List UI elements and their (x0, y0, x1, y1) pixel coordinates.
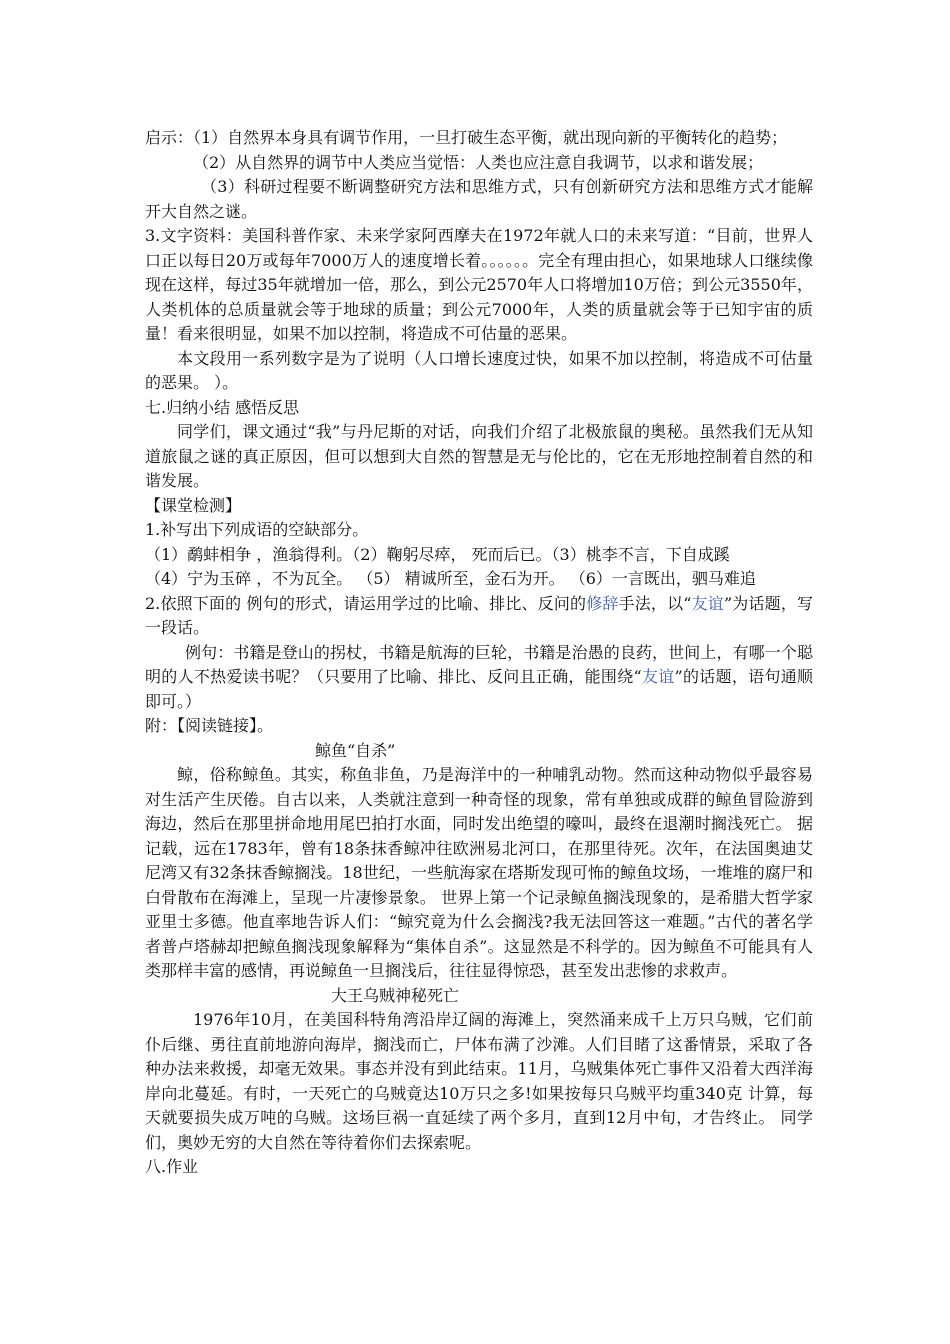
question-2-part-a: 2.依照下面的 例句的形式，请运用学过的比喻、排比、反问的 (145, 593, 587, 613)
squid-text: 1976年10月，在美国科特角湾沿岸辽阔的海滩上，突然涌来成千上万只乌贼，它们前仆后继、勇往直前地游向海岸，搁浅而亡，尸体布满了沙滩。人们目睹了这番情景，采取了各种办法来救援，却毫无效果。事态并没有到此结束。11月，乌贼集体死亡事件又沿着大西洋海岸向北蔓延。有时，一天死亡的乌贼竟达10万只之多!如果按每只乌贼平均重340克 计算，每天就要损失成万吨的乌贼。这场巨祸一直延续了两个多月，直到12月中旬，才告终止。 同学们，奥妙无穷的大自然在等待着你们去探索呢。 (145, 1010, 813, 1152)
question-1-line-2: （4）宁为玉碎 ，不为瓦全。 （5） 精诚所至，金石为开。 （6）一言既出，驷马难追 (145, 569, 756, 588)
friendship-link[interactable]: 友谊 (691, 593, 724, 613)
question-2-part-c: ”为话题，写一段话。 (145, 593, 813, 637)
document-body (145, 126, 813, 1180)
item3-answer: 本文段用一系列数字是为了说明（人口增长速度过快，如果不加以控制，将造成不可估量的恶果。 ）。 (145, 348, 813, 392)
whale-title: 鲸鱼“自杀” (315, 740, 396, 760)
enlightenment-1: 启示：（1）自然界本身具有调节作用，一旦打破生态平衡，就出现向新的平衡转化的趋势； (145, 128, 788, 147)
question-2 (145, 592, 813, 641)
enlightenment-2: （2）从自然界的调节中人类应当觉悟：人类也应注意自我调节，以求和谐发展； (193, 152, 764, 172)
enlightenment-3: （3）科研过程要不断调整研究方法和思维方式，只有创新研究方法和思维方式才能解开大自然之谜。 (145, 177, 813, 221)
friendship-link-2[interactable]: 友谊 (641, 667, 675, 686)
section8-heading: 八.作业 (145, 1157, 199, 1176)
section7-heading: 七.归纳小结 感悟反思 (145, 397, 300, 417)
example-part-a: 例句：书籍是登山的拐杖，书籍是航海的巨轮，书籍是治愚的良药，世间上，有哪一个聪明的人不热爱读书呢？（只要用了比喻、排比、反问且正确，能围绕“ (145, 642, 813, 686)
question-1: 1.补写出下列成语的空缺部分。 (145, 520, 369, 539)
example-part-b: ”的话题，语句通顺即可。） (145, 667, 813, 711)
appendix-heading: 附：【阅读链接】。 (145, 716, 274, 735)
question-2-part-b: 手法，以“ (618, 593, 692, 613)
whale-text: 鲸，俗称鲸鱼。其实，称鱼非鱼，乃是海洋中的一种哺乳动物。然而这种动物似乎最容易对生活产生厌倦。自古以来，人类就注意到一种奇怪的现象，常有单独或成群的鲸鱼冒险游到海边，然后在那里拼命地用尾巴拍打水面，同时发出绝望的嚎叫，最终在退潮时搁浅死亡。 据记载，远在1783年，曾有18条抹香鲸冲往欧洲易北河口，在那里待死。次年，在法国奥迪艾尼湾又有32条抹香鲸搁浅。18世纪，一些航海家在塔斯发现可怖的鲸鱼坟场，一堆堆的腐尸和白骨散布在海滩上，呈现一片凄惨景象。 世界上第一个记录鲸鱼搁浅现象的，是希腊大哲学家亚里士多德。他直率地告诉人们：“鲸究竟为什么会搁浅?我无法回答这一难题。”古代的著名学者普卢塔赫却把鲸鱼搁浅现象解释为“集体自杀”。这显然是不科学的。因为鲸鱼不可能具有人类那样丰富的感情，再说鲸鱼一旦搁浅后，往往显得惊恐，甚至发出悲惨的求救声。 (145, 765, 813, 980)
item3-text: 3.文字资料：美国科普作家、未来学家阿西摩夫在1972年就人口的未来写道：“目前，世界人口正以每日20万或每年7000万人的速度增长着。。。。。。完全有理由担心，如果地球人口继续像现在这样，每过35年就增加一倍，那么，到公元2570年人口将增加10万倍；到公元3550年，人类机体的总质量就会等于地球的质量；到公元7000年，人类的质量就会等于已知宇宙的质量！看来很明显，如果不加以控制，将造成不可估量的恶果。 (145, 226, 813, 343)
squid-title: 大王乌贼神秘死亡 (331, 985, 460, 1005)
rhetoric-link[interactable]: 修辞 (586, 593, 619, 613)
section7-text: 同学们，课文通过“我”与丹尼斯的对话，向我们介绍了北极旅鼠的奥秘。虽然我们无从知道旅鼠之谜的真正原因，但可以想到大自然的智慧是无与伦比的，它在无形地控制着自然的和谐发展。 (145, 422, 813, 490)
example-sentence (145, 641, 813, 715)
classroom-test-heading: 【课堂检测】 (145, 495, 242, 515)
question-1-line-1: （1）鹬蚌相争 ，渔翁得利。（2）鞠躬尽瘁， 死而后已。（3）桃李不言，下自成蹊 (145, 544, 730, 564)
